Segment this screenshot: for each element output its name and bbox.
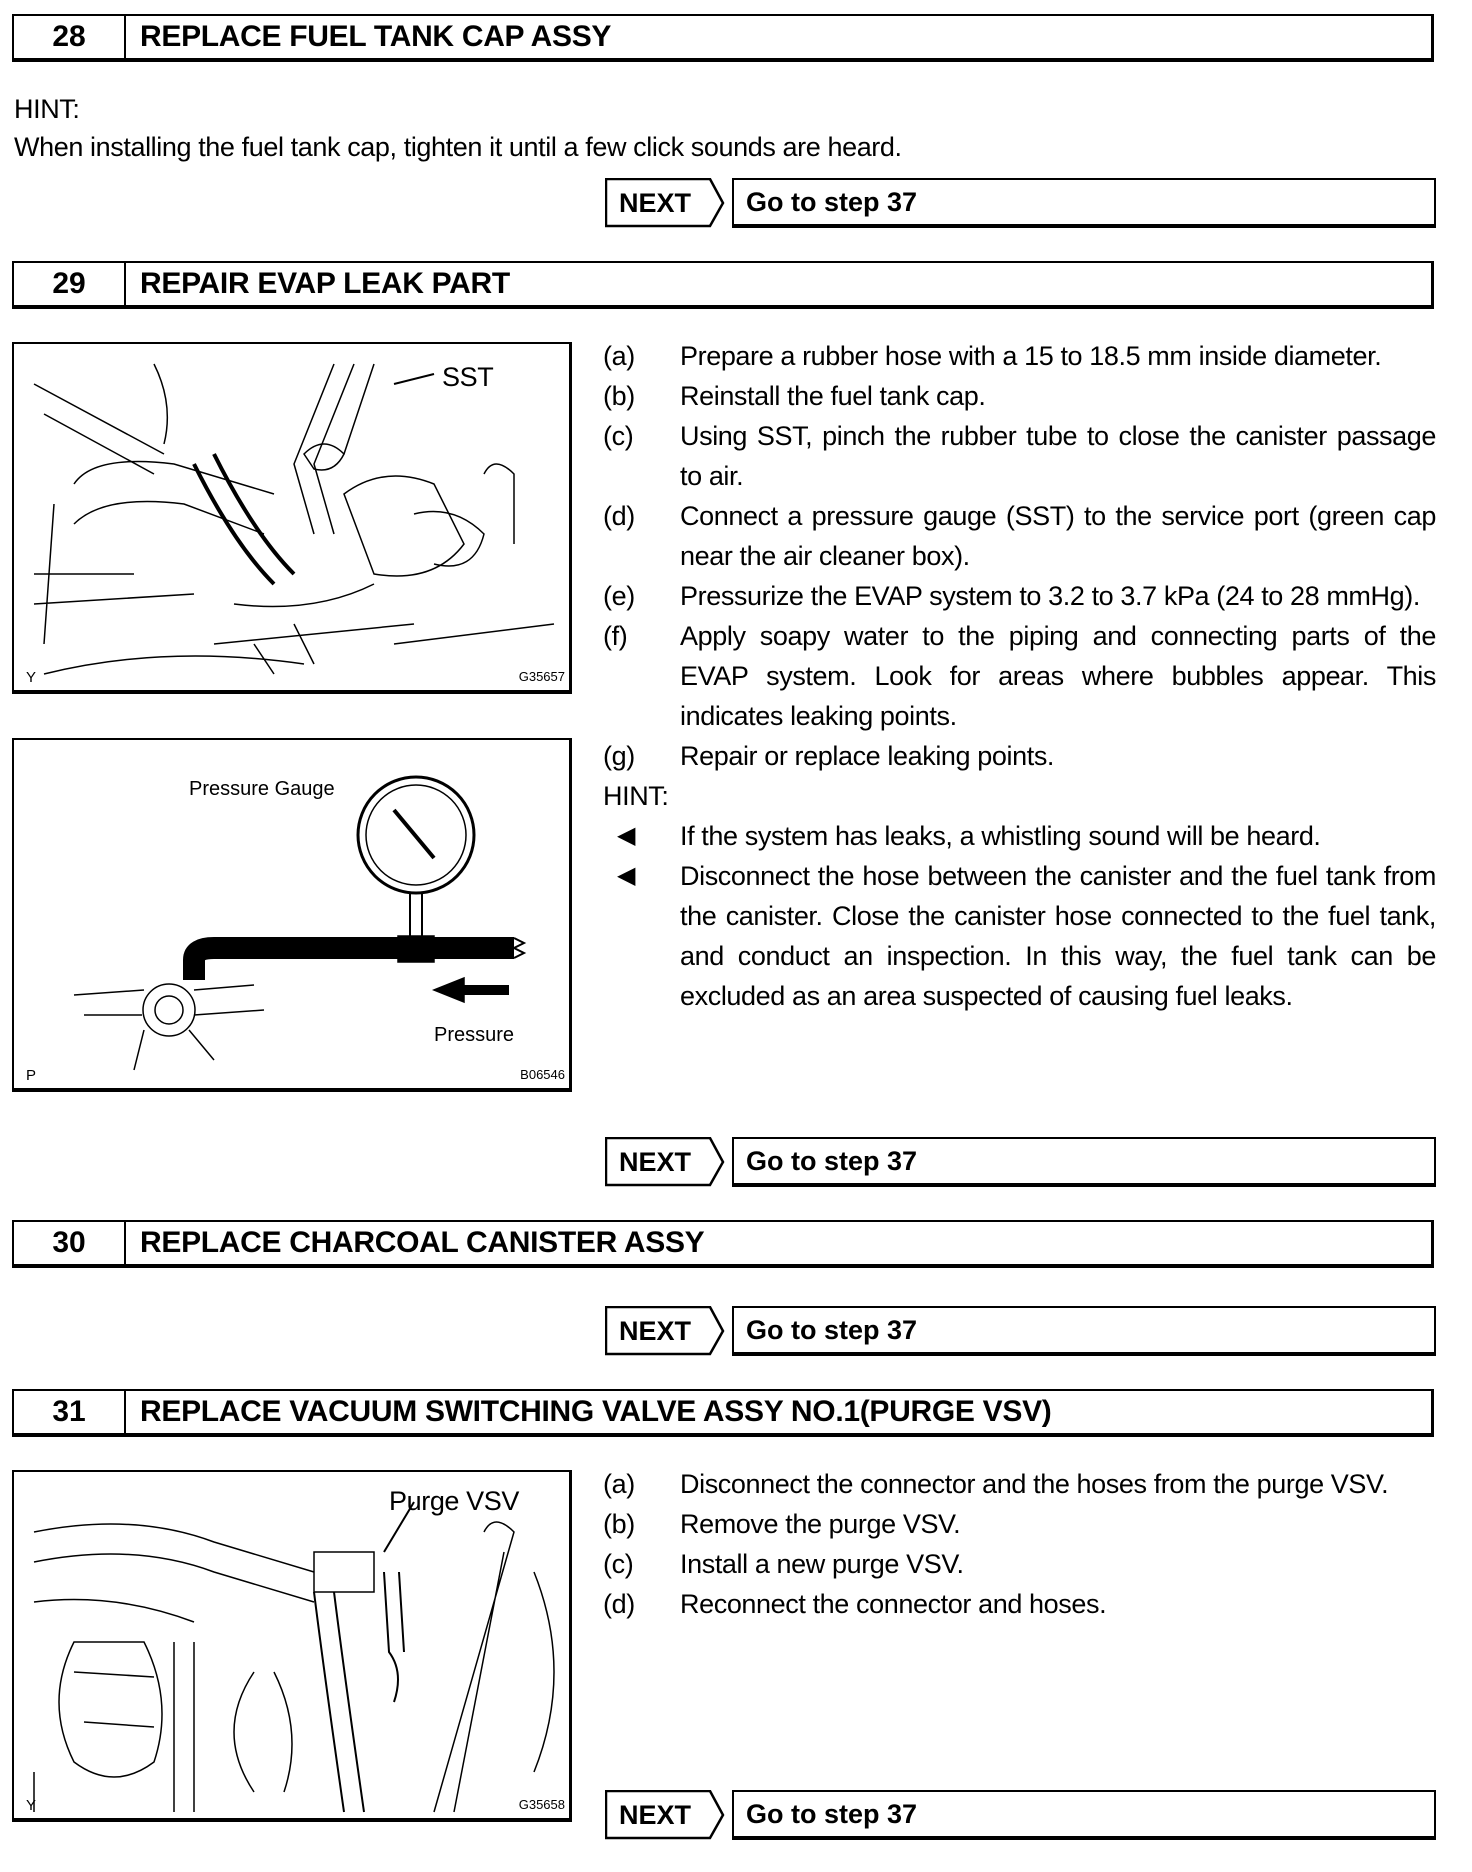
hint-text: Disconnect the hose between the canister and the fuel tank from the canister. Close the canister hose connected to the fuel tank, and conduct an inspection. In this way, the fuel tank can be excluded as an area suspected of causing fuel leaks. bbox=[680, 861, 1436, 1011]
item-text: Pressurize the EVAP system to 3.2 to 3.7 kPa (24 to 28 mmHg). bbox=[680, 581, 1420, 611]
step-number: 30 bbox=[14, 1222, 126, 1264]
item-text: Remove the purge VSV. bbox=[680, 1509, 961, 1539]
item-text: Using SST, pinch the rubber tube to close the canister passage to air. bbox=[680, 421, 1436, 491]
next-step-29[interactable] bbox=[605, 1137, 1436, 1187]
step-number: 28 bbox=[14, 16, 126, 58]
callout-pressure-gauge: Pressure Gauge bbox=[189, 778, 335, 800]
hint-item bbox=[603, 856, 1436, 1016]
figure-code: G35657 bbox=[518, 669, 565, 684]
callout-sst: SST bbox=[442, 362, 494, 392]
next-step-31[interactable] bbox=[605, 1790, 1436, 1840]
instruction-item bbox=[603, 616, 1436, 736]
next-step-30[interactable] bbox=[605, 1306, 1436, 1356]
step-30-header bbox=[12, 1220, 1434, 1268]
figure-corner-letter: Y bbox=[26, 1797, 37, 1814]
item-label: (a) bbox=[603, 341, 635, 371]
figure-purge-vsv bbox=[12, 1470, 572, 1822]
item-text: Apply soapy water to the piping and connecting parts of the EVAP system. Look for areas where bubbles appear. This indicates leaking points. bbox=[680, 621, 1436, 731]
item-label: (g) bbox=[603, 741, 635, 771]
item-text: Prepare a rubber hose with a 15 to 18.5 mm inside diameter. bbox=[680, 341, 1382, 371]
item-label: (d) bbox=[603, 1589, 635, 1619]
step-31-header bbox=[12, 1389, 1434, 1437]
figure-pressure-gauge bbox=[12, 738, 572, 1092]
next-label: NEXT bbox=[619, 1315, 692, 1346]
step-28-header bbox=[12, 14, 1434, 62]
go-to-step-link[interactable]: Go to step 37 bbox=[732, 178, 1436, 228]
item-text: Connect a pressure gauge (SST) to the service port (green cap near the air cleaner box). bbox=[680, 501, 1436, 571]
bullet-triangle-icon: ◀ bbox=[617, 822, 636, 849]
callout-purge-vsv: Purge VSV bbox=[389, 1486, 519, 1516]
go-to-step-link[interactable]: Go to step 37 bbox=[732, 1137, 1436, 1187]
item-text: Install a new purge VSV. bbox=[680, 1549, 964, 1579]
hint-label: HINT: bbox=[14, 94, 80, 124]
item-text: Reinstall the fuel tank cap. bbox=[680, 381, 986, 411]
figure-corner-letter: P bbox=[26, 1067, 37, 1084]
item-label: (e) bbox=[603, 581, 635, 611]
instruction-item bbox=[603, 416, 1436, 496]
instruction-item bbox=[603, 736, 1436, 776]
instruction-item bbox=[603, 1464, 1436, 1504]
step-number: 31 bbox=[14, 1391, 126, 1433]
item-text: Reconnect the connector and hoses. bbox=[680, 1589, 1107, 1619]
next-step-28[interactable] bbox=[605, 178, 1436, 228]
step-title: REPLACE VACUUM SWITCHING VALVE ASSY NO.1(PURGE VSV) bbox=[140, 1395, 1052, 1428]
hint-text: If the system has leaks, a whistling sound will be heard. bbox=[680, 821, 1321, 851]
hint-label bbox=[603, 776, 1436, 816]
item-label: (c) bbox=[603, 1549, 634, 1579]
item-label: (b) bbox=[603, 381, 635, 411]
figure-code: B06546 bbox=[520, 1067, 565, 1082]
instruction-item bbox=[603, 496, 1436, 576]
hint-text: When installing the fuel tank cap, tighten it until a few click sounds are heard. bbox=[14, 132, 902, 162]
purge-vsv-illustration bbox=[14, 1472, 572, 1822]
item-text: Disconnect the connector and the hoses from the purge VSV. bbox=[680, 1469, 1389, 1499]
item-text: Repair or replace leaking points. bbox=[680, 741, 1055, 771]
instruction-item bbox=[603, 1544, 1436, 1584]
step-title: REPLACE CHARCOAL CANISTER ASSY bbox=[140, 1226, 705, 1259]
step-31-instructions bbox=[603, 1464, 1436, 1624]
callout-pressure: Pressure bbox=[434, 1024, 515, 1046]
hint-item bbox=[603, 816, 1436, 856]
step-29-instructions bbox=[603, 336, 1436, 1016]
go-to-step-link[interactable]: Go to step 37 bbox=[732, 1306, 1436, 1356]
next-label: NEXT bbox=[619, 187, 692, 218]
bullet-triangle-icon: ◀ bbox=[617, 862, 636, 889]
item-label: (c) bbox=[603, 421, 634, 451]
instruction-item bbox=[603, 376, 1436, 416]
step-number: 29 bbox=[14, 263, 126, 305]
step-29-header bbox=[12, 261, 1434, 309]
instruction-item bbox=[603, 1504, 1436, 1544]
item-label: (d) bbox=[603, 501, 635, 531]
item-label: (b) bbox=[603, 1509, 635, 1539]
next-label: NEXT bbox=[619, 1146, 692, 1177]
item-label: (a) bbox=[603, 1469, 635, 1499]
step-title: REPLACE FUEL TANK CAP ASSY bbox=[140, 20, 612, 53]
figure-code: G35658 bbox=[518, 1797, 565, 1812]
go-to-step-link[interactable]: Go to step 37 bbox=[732, 1790, 1436, 1840]
instruction-item bbox=[603, 1584, 1436, 1624]
figure-corner-letter: Y bbox=[26, 669, 37, 686]
hint-label-text: HINT: bbox=[603, 781, 669, 811]
sst-illustration bbox=[14, 344, 572, 694]
item-label: (f) bbox=[603, 621, 628, 651]
instruction-item bbox=[603, 576, 1436, 616]
next-label: NEXT bbox=[619, 1799, 692, 1830]
figure-sst-pinch bbox=[12, 342, 572, 694]
instruction-item bbox=[603, 336, 1436, 376]
step-title: REPAIR EVAP LEAK PART bbox=[140, 267, 510, 300]
